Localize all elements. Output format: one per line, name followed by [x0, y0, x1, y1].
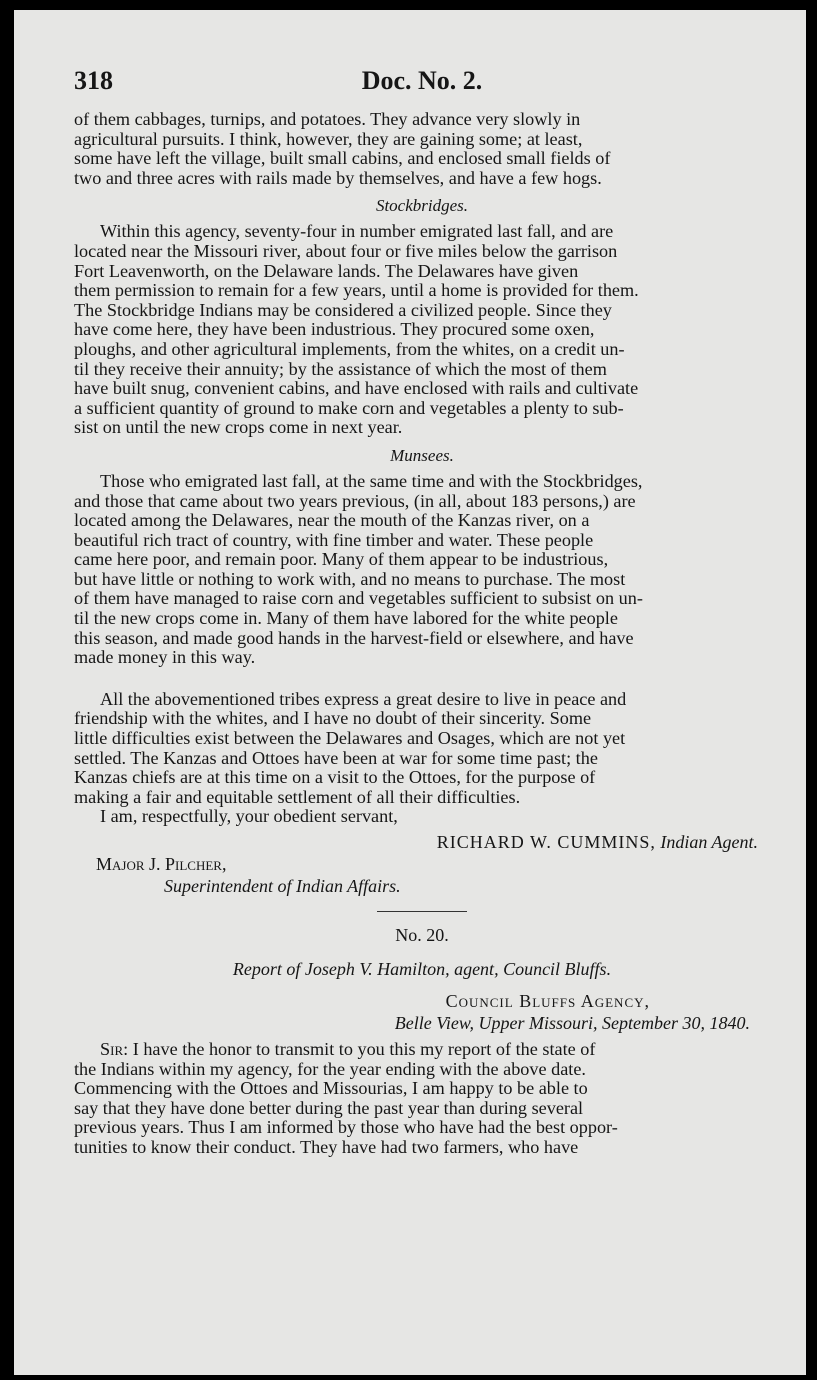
- text-line: but have little or nothing to work with, and no means to purchase. The most: [74, 568, 626, 589]
- section-divider: [377, 911, 467, 912]
- text-line: this season, and made good hands in the harvest-field or elsewhere, and have: [74, 627, 634, 648]
- section-heading-munsees: Munsees.: [390, 445, 454, 465]
- text-line: sist on until the new crops come in next year.: [74, 417, 403, 438]
- running-header: [74, 66, 770, 110]
- document-page: [14, 10, 806, 1375]
- report-title: Report of Joseph V. Hamilton, agent, Council Bluffs.: [232, 959, 612, 979]
- text-line: located among the Delawares, near the mouth of the Kanzas river, on a: [74, 510, 590, 531]
- text-line: located near the Missouri river, about four or five miles below the garrison: [74, 240, 618, 261]
- text-line: beautiful rich tract of country, with fine timber and water. These people: [74, 529, 594, 550]
- text-line: Commencing with the Ottoes and Missourias, I am happy to be able to: [74, 1078, 588, 1099]
- text-line: of them cabbages, turnips, and potatoes. They advance very slowly in: [74, 109, 581, 129]
- text-line: All the abovementioned tribes express a great desire to live in peace and: [100, 688, 627, 709]
- text-line: til the new crops come in. Many of them have labored for the white people: [74, 608, 618, 629]
- text-line: [74, 1040, 770, 1060]
- text-line: making a fair and equitable settlement of all their difficulties.: [74, 786, 521, 807]
- stockbridges-paragraph: [74, 222, 770, 438]
- signer-title: Indian Agent.: [660, 832, 758, 852]
- text-line: a sufficient quantity of ground to make corn and vegetables a plenty to sub-: [74, 397, 624, 418]
- text-line: made money in this way.: [74, 647, 256, 668]
- closing-paragraph: [74, 690, 770, 827]
- text-line: til they receive their annuity; by the assistance of which the most of them: [74, 358, 607, 379]
- munsees-paragraph: [74, 472, 770, 668]
- text-line-body: I have the honor to transmit to you this my report of the state of: [132, 1039, 596, 1059]
- section-heading-stockbridges: Stockbridges.: [375, 196, 469, 216]
- agency-name: Council Bluffs Agency,: [445, 991, 650, 1011]
- text-line: tunities to know their conduct. They have had two farmers, who have: [74, 1136, 579, 1157]
- report-salutation: Sir:: [100, 1039, 129, 1059]
- text-line: of them have managed to raise corn and vegetables sufficient to subsist on un-: [74, 588, 643, 609]
- salutation: I am, respectfully, your obedient servant,: [100, 806, 398, 827]
- signer-name: RICHARD W. CUMMINS,: [436, 832, 656, 852]
- addressee: Major J. Pilcher,: [96, 854, 227, 874]
- page-number: 318: [74, 66, 113, 95]
- text-line: Fort Leavenworth, on the Delaware lands. The Delawares have given: [74, 260, 579, 281]
- text-line: the Indians within my agency, for the year ending with the above date.: [74, 1058, 586, 1079]
- text-line: previous years. Thus I am informed by those who have had the best oppor-: [74, 1117, 618, 1138]
- report-paragraph: [74, 1040, 770, 1158]
- text-line: ploughs, and other agricultural implements, from the whites, on a credit un-: [74, 338, 625, 359]
- text-line: have come here, they have been industrious. They procured some oxen,: [74, 319, 595, 340]
- text-line: some have left the village, built small cabins, and enclosed small fields of: [74, 148, 611, 169]
- text-line: friendship with the whites, and I have no doubt of their sincerity. Some: [74, 708, 592, 729]
- text-line: Those who emigrated last fall, at the same time and with the Stockbridges,: [100, 470, 643, 491]
- text-line: Within this agency, seventy-four in number emigrated last fall, and are: [100, 221, 614, 242]
- text-line: Kanzas chiefs are at this time on a visit to the Ottoes, for the purpose of: [74, 767, 596, 788]
- text-line: two and three acres with rails made by themselves, and have a few hogs.: [74, 167, 602, 188]
- place-date: Belle View, Upper Missouri, September 30, 1840.: [394, 1013, 750, 1033]
- opening-paragraph: [74, 110, 770, 188]
- text-line: settled. The Kanzas and Ottoes have been at war for some time past; the: [74, 747, 598, 768]
- text-line: came here poor, and remain poor. Many of them appear to be industrious,: [74, 549, 609, 570]
- signature-block: [74, 831, 770, 853]
- document-title: Doc. No. 2.: [361, 66, 483, 95]
- text-line: and those that came about two years previous, (in all, about 183 persons,) are: [74, 490, 636, 511]
- addressee-title: Superintendent of Indian Affairs.: [164, 876, 401, 896]
- text-line: have built snug, convenient cabins, and have enclosed with rails and cultivate: [74, 378, 639, 399]
- report-number: No. 20.: [395, 925, 449, 945]
- text-line: The Stockbridge Indians may be considered a civilized people. Since they: [74, 299, 612, 320]
- text-line: them permission to remain for a few years, until a home is provided for them.: [74, 280, 639, 301]
- text-line: little difficulties exist between the Delawares and Osages, which are not yet: [74, 728, 626, 749]
- text-line: say that they have done better during the past year than during several: [74, 1097, 584, 1118]
- text-line: agricultural pursuits. I think, however, they are gaining some; at least,: [74, 128, 583, 149]
